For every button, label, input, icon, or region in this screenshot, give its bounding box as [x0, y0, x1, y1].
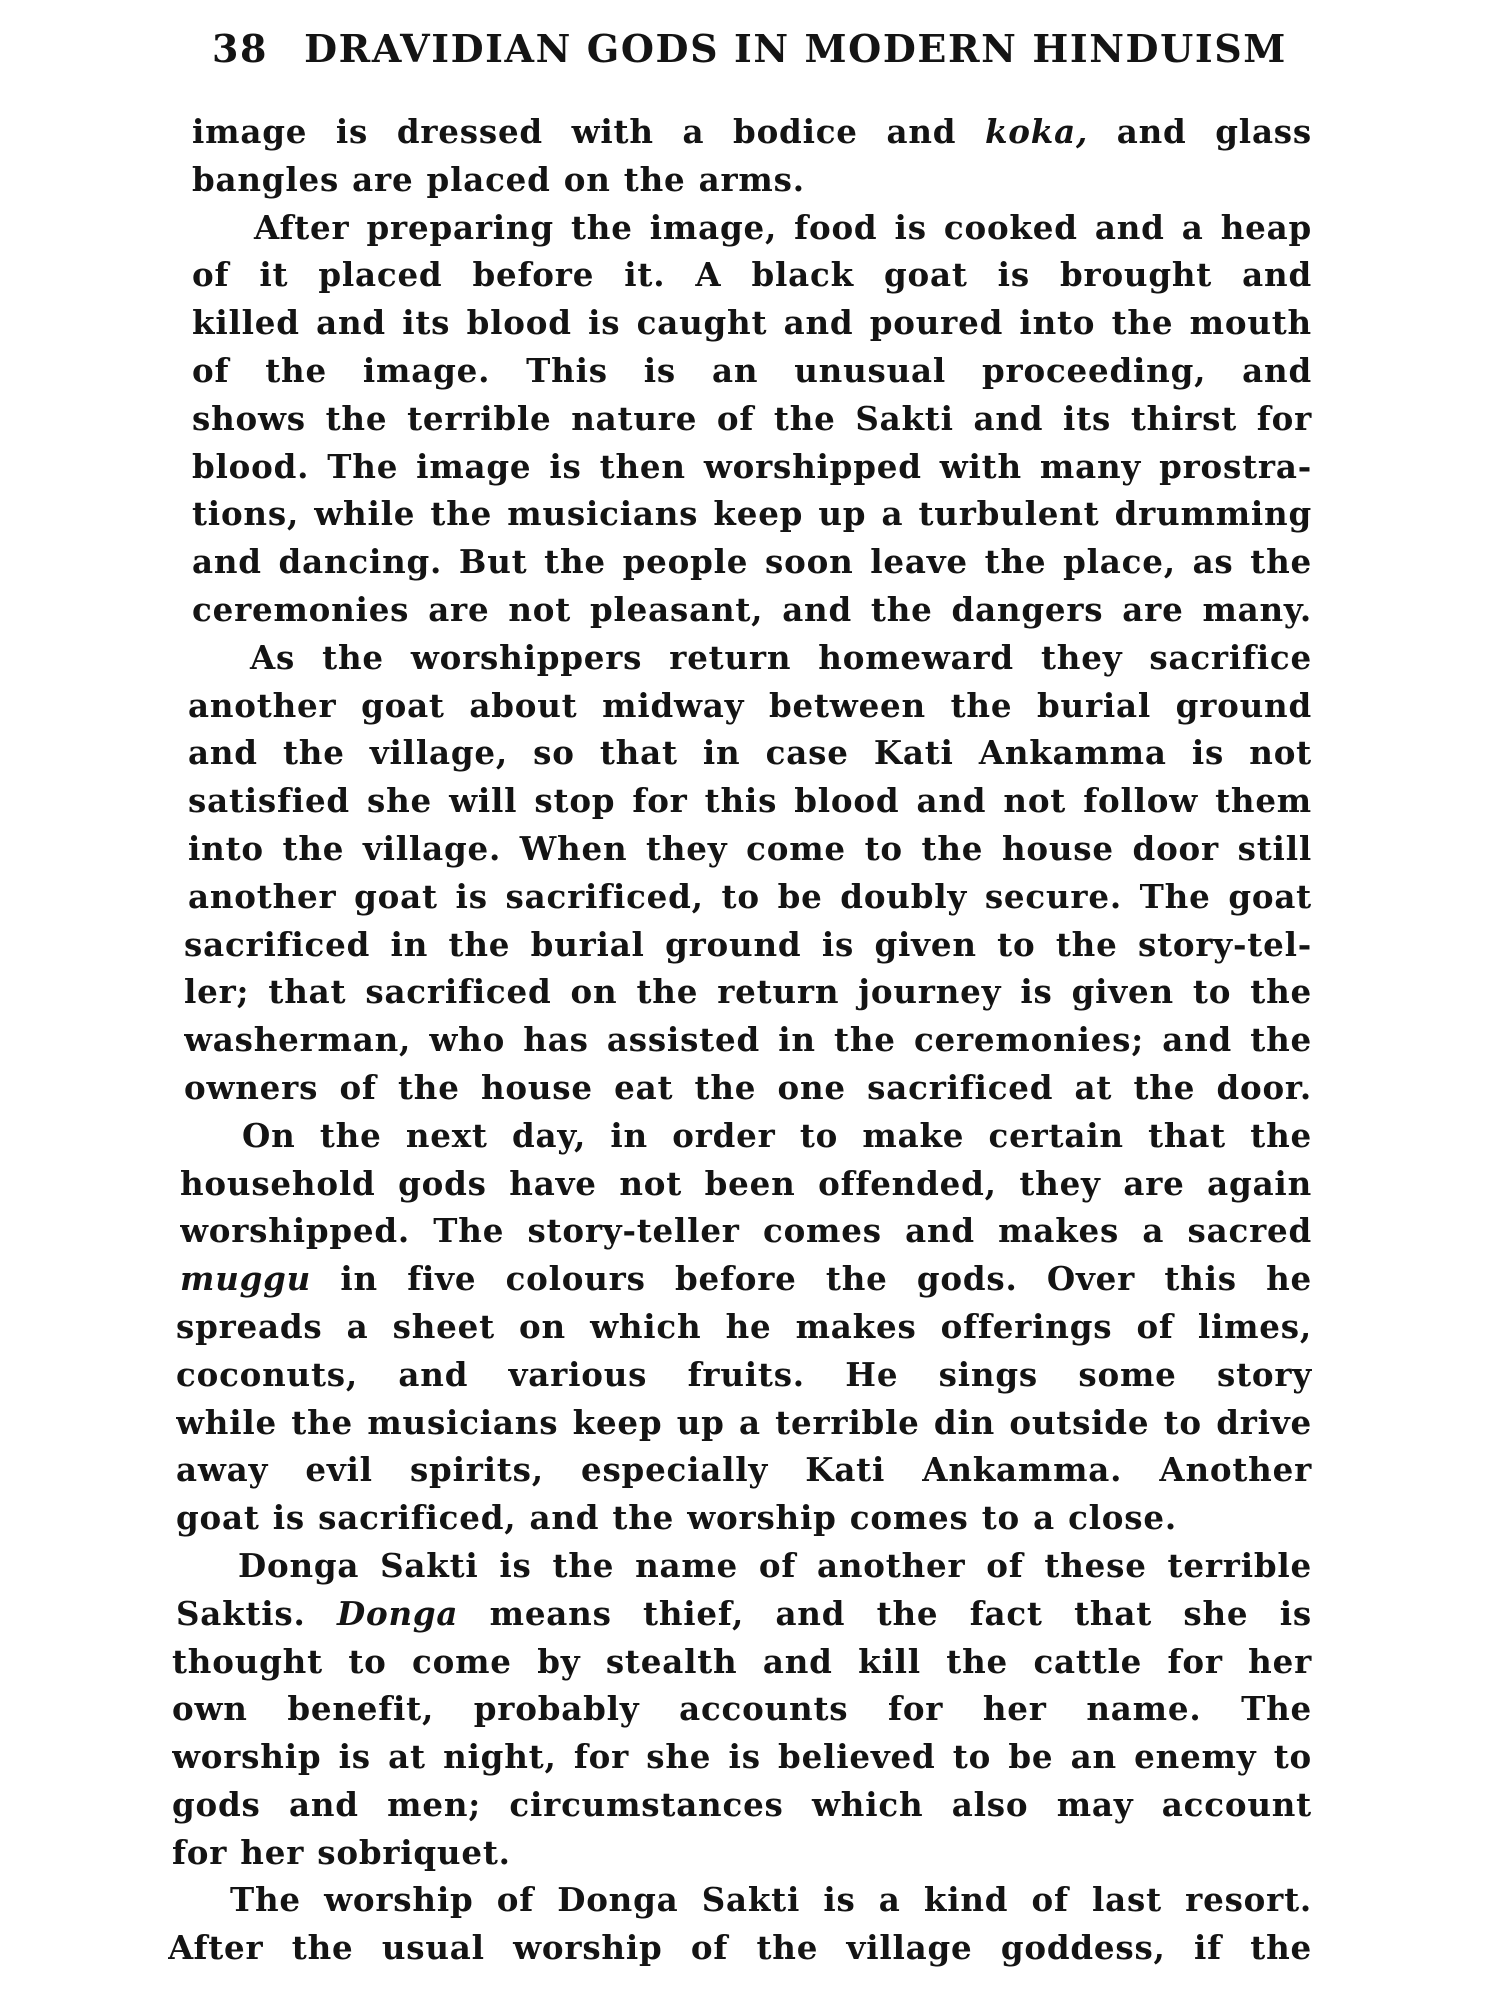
text-line: worshipped. The story-teller comes and makes a sacred	[180, 1211, 1312, 1251]
text-line: washerman, who has assisted in the ceremonies; and the	[184, 1020, 1312, 1060]
text-line: satisfied she will stop for this blood and not follow them	[188, 781, 1312, 821]
text-line: goat is sacrificed, and the worship comes to a close.	[176, 1498, 1177, 1538]
body-text	[168, 108, 1312, 1972]
text-line: ceremonies are not pleasant, and the dangers are many.	[192, 589, 1312, 629]
text-line: for her sobriquet.	[172, 1832, 511, 1872]
text-line: bangles are placed on the arms.	[192, 159, 805, 199]
text-line: own benefit, probably accounts for her name. The	[172, 1689, 1312, 1729]
text-line: image is dressed with a bodice and koka, and glass	[192, 112, 1312, 151]
text-line: sacrificed in the burial ground is given to the story-tel-	[184, 924, 1312, 964]
text-line: owners of the house eat the one sacrificed at the door.	[184, 1067, 1312, 1107]
text-line: ler; that sacrificed on the return journey is given to the	[184, 972, 1312, 1012]
text-line: Donga Sakti is the name of another of these terrible	[238, 1545, 1312, 1585]
text-line: another goat is sacrificed, to be doubly secure. The goat	[188, 876, 1312, 916]
text-line: As the worshippers return homeward they sacrifice	[250, 637, 1312, 677]
text-line: tions, while the musicians keep up a turbulent drumming	[192, 494, 1312, 534]
page-number: 38	[212, 26, 269, 71]
text-line: muggu in five colours before the gods. Over this he	[180, 1259, 1312, 1299]
text-line: away evil spirits, especially Kati Ankamma. Another	[176, 1450, 1312, 1490]
text-line: The worship of Donga Sakti is a kind of last resort.	[230, 1880, 1312, 1920]
text-line: into the village. When they come to the house door still	[188, 828, 1312, 868]
text-line: thought to come by stealth and kill the cattle for her	[172, 1641, 1312, 1681]
text-line: worship is at night, for she is believed to be an enemy to	[172, 1737, 1312, 1777]
text-line: and the village, so that in case Kati Ankamma is not	[188, 733, 1312, 773]
text-line: household gods have not been offended, they are again	[180, 1163, 1312, 1203]
running-head	[212, 26, 1302, 84]
text-line: while the musicians keep up a terrible din outside to drive	[176, 1402, 1312, 1442]
text-line: of the image. This is an unusual proceeding, and	[192, 350, 1312, 390]
text-line: gods and men; circumstances which also may account	[172, 1784, 1312, 1824]
text-line: After the usual worship of the village goddess, if the	[168, 1928, 1312, 1968]
text-line: On the next day, in order to make certain that the	[242, 1115, 1312, 1155]
text-line: killed and its blood is caught and poured into the mouth	[192, 303, 1312, 343]
running-title: DRAVIDIAN GODS IN MODERN HINDUISM	[304, 26, 1287, 71]
text-line: another goat about midway between the burial ground	[188, 685, 1312, 725]
italic-term: muggu	[180, 1259, 312, 1299]
text-line: spreads a sheet on which he makes offerings of limes,	[176, 1306, 1312, 1346]
text-line: and dancing. But the people soon leave the place, as the	[192, 542, 1312, 582]
text-line: Saktis. Donga means thief, and the fact that she is	[176, 1593, 1312, 1633]
text-line: coconuts, and various fruits. He sings some story	[176, 1354, 1312, 1394]
text-line: shows the terrible nature of the Sakti and its thirst for	[192, 398, 1312, 438]
italic-term: koka,	[984, 112, 1089, 151]
italic-term: Donga	[336, 1593, 459, 1633]
text-line: After preparing the image, food is cooked and a heap	[254, 207, 1312, 247]
text-line: blood. The image is then worshipped with many prostra-	[192, 446, 1312, 486]
text-line: of it placed before it. A black goat is brought and	[192, 255, 1312, 295]
